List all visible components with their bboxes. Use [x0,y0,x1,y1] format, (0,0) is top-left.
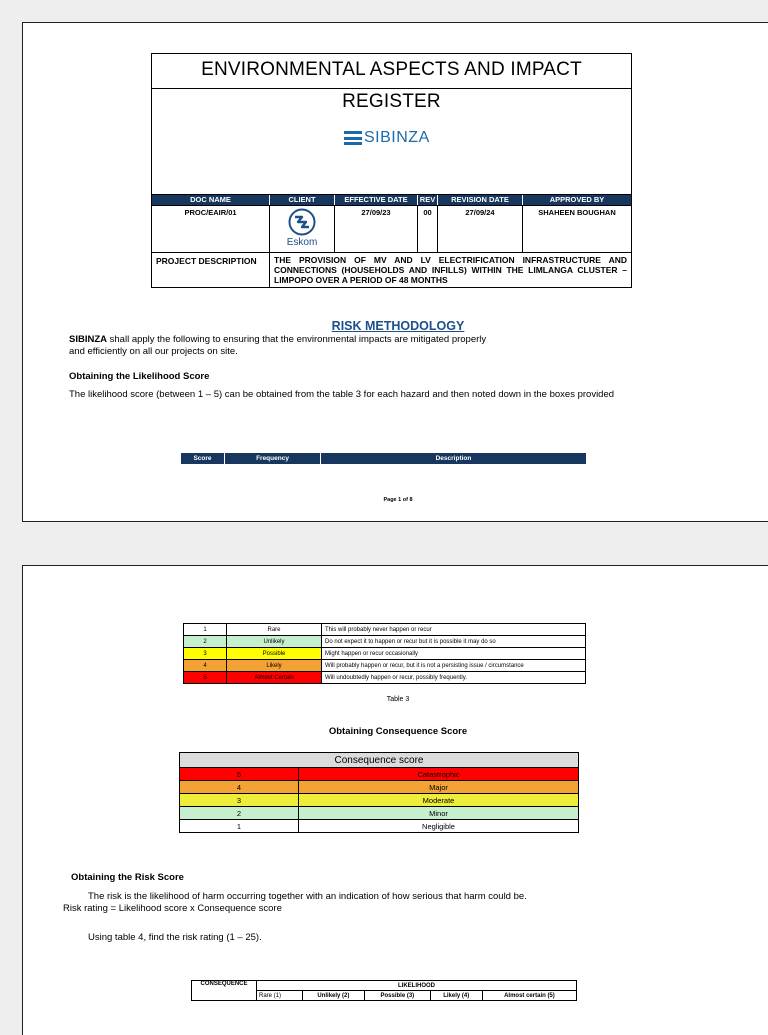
likelihood-row [184,660,586,672]
consequence-label: Negligible [299,820,579,833]
col-rev: REV [418,195,438,205]
matrix-likelihood-column: Rare (1) [257,991,303,1001]
consequence-table-title: Consequence score [180,753,579,768]
matrix-likelihood-column: Likely (4) [430,991,482,1001]
likelihood-description: Will probably happen or recur, but it is not a persisting issue / circumstance [322,660,586,672]
consequence-label: Minor [299,807,579,820]
likelihood-description: Do not expect it to happen or recur but it is possible it may do so [322,636,586,648]
logo-area [152,89,631,195]
col-client: CLIENT [270,195,335,205]
document-page-2 [22,565,768,1035]
description-header: Description [435,455,472,462]
project-description-label: PROJECT DESCRIPTION [152,253,270,287]
consequence-score: 2 [180,807,299,820]
likelihood-score: 2 [184,636,227,648]
consequence-score: 5 [180,768,299,781]
consequence-row [180,794,579,807]
consequence-row [180,768,579,781]
likelihood-heading: Obtaining the Likelihood Score [69,371,210,382]
col-approved-by: APPROVED BY [549,195,605,204]
risk-methodology-heading: RISK METHODOLOGY [331,319,465,333]
likelihood-score: 5 [184,672,227,684]
col-revision-date: REVISION DATE [438,195,523,205]
sibinza-logo [344,129,430,147]
consequence-heading: Obtaining Consequence Score [328,726,468,737]
consequence-label: Major [299,781,579,794]
consequence-label: Catastrophic [299,768,579,781]
approved-by-value: SHAHEEN BOUGHAN [538,208,616,217]
likelihood-score: 1 [184,624,227,636]
likelihood-frequency: Possible [227,648,322,660]
likelihood-frequency: Likely [227,660,322,672]
document-header-table [151,53,632,288]
risk-explanation: The risk is the likelihood of harm occurring together with an indication of how serious that harm could be. [88,891,527,902]
eskom-logo-icon [287,208,317,236]
likelihood-frequency: Unlikely [227,636,322,648]
intro-text-line2: and efficiently on all our projects on site. [69,346,238,357]
sibinza-logo-icon [344,131,362,145]
intro-company: SIBINZA [69,334,107,345]
col-effective-date: EFFECTIVE DATE [335,195,418,205]
likelihood-paragraph: The likelihood score (between 1 – 5) can be obtained from the table 3 for each hazard and then noted down in the boxes provided [69,389,615,400]
matrix-consequence-label: CONSEQUENCE [192,981,257,1001]
consequence-score: 3 [180,794,299,807]
rev-value: 00 [418,206,438,252]
consequence-table [179,752,579,833]
table-3-caption: Table 3 [386,696,410,703]
matrix-likelihood-column: Unlikely (2) [302,991,365,1001]
document-title: ENVIRONMENTAL ASPECTS AND IMPACT REGISTER [152,54,631,89]
likelihood-row [184,672,586,684]
matrix-likelihood-label: LIKELIHOOD [257,981,577,991]
score-table-header [181,453,586,464]
consequence-row [180,820,579,833]
risk-matrix-table [191,980,577,1001]
likelihood-description: Will undoubtedly happen or recur, possibly frequently. [322,672,586,684]
likelihood-frequency: Rare [227,624,322,636]
eskom-logo-text: Eskom [286,237,318,248]
likelihood-row [184,636,586,648]
client-logo [270,206,335,252]
project-description-text: THE PROVISION OF MV AND LV ELECTRIFICATION INFRASTRUCTURE AND CONNECTIONS (HOUSEHOLDS AND INFILLS) WITHIN THE LIMLANGA CLUSTER – LIMPOPO OVER A PERIOD OF 48 MONTHS [274,255,627,285]
frequency-header: Frequency [225,453,321,464]
likelihood-description: This will probably never happen or recur [322,624,586,636]
matrix-likelihood-column: Possible (3) [365,991,430,1001]
likelihood-row [184,624,586,636]
col-doc-name: DOC NAME [152,195,270,205]
project-row [152,253,631,287]
document-page-1 [22,22,768,522]
consequence-row [180,807,579,820]
consequence-row [180,781,579,794]
risk-instruction: Using table 4, find the risk rating (1 – 25). [88,932,262,943]
likelihood-table [183,623,586,684]
meta-value-row [152,206,631,253]
sibinza-logo-text: SIBINZA [364,129,430,146]
consequence-score: 4 [180,781,299,794]
effective-date-value: 27/09/23 [335,206,418,252]
likelihood-frequency: Almost Certain [227,672,322,684]
intro-text: shall apply the following to ensuring that the environmental impacts are mitigated properly [107,334,487,345]
consequence-score: 1 [180,820,299,833]
score-header: Score [181,453,225,464]
doc-name-value: PROC/EAIR/01 [152,206,270,252]
page-number: Page 1 of 8 [383,497,413,503]
consequence-label: Moderate [299,794,579,807]
likelihood-score: 3 [184,648,227,660]
risk-score-heading: Obtaining the Risk Score [71,872,184,883]
likelihood-description: Might happen or recur occasionally [322,648,586,660]
matrix-likelihood-column: Almost certain (5) [482,991,576,1001]
likelihood-row [184,648,586,660]
likelihood-score: 4 [184,660,227,672]
intro-paragraph [69,334,486,358]
risk-formula: Risk rating = Likelihood score x Consequence score [63,903,282,914]
revision-date-value: 27/09/24 [438,206,523,252]
meta-header-row [152,195,631,206]
